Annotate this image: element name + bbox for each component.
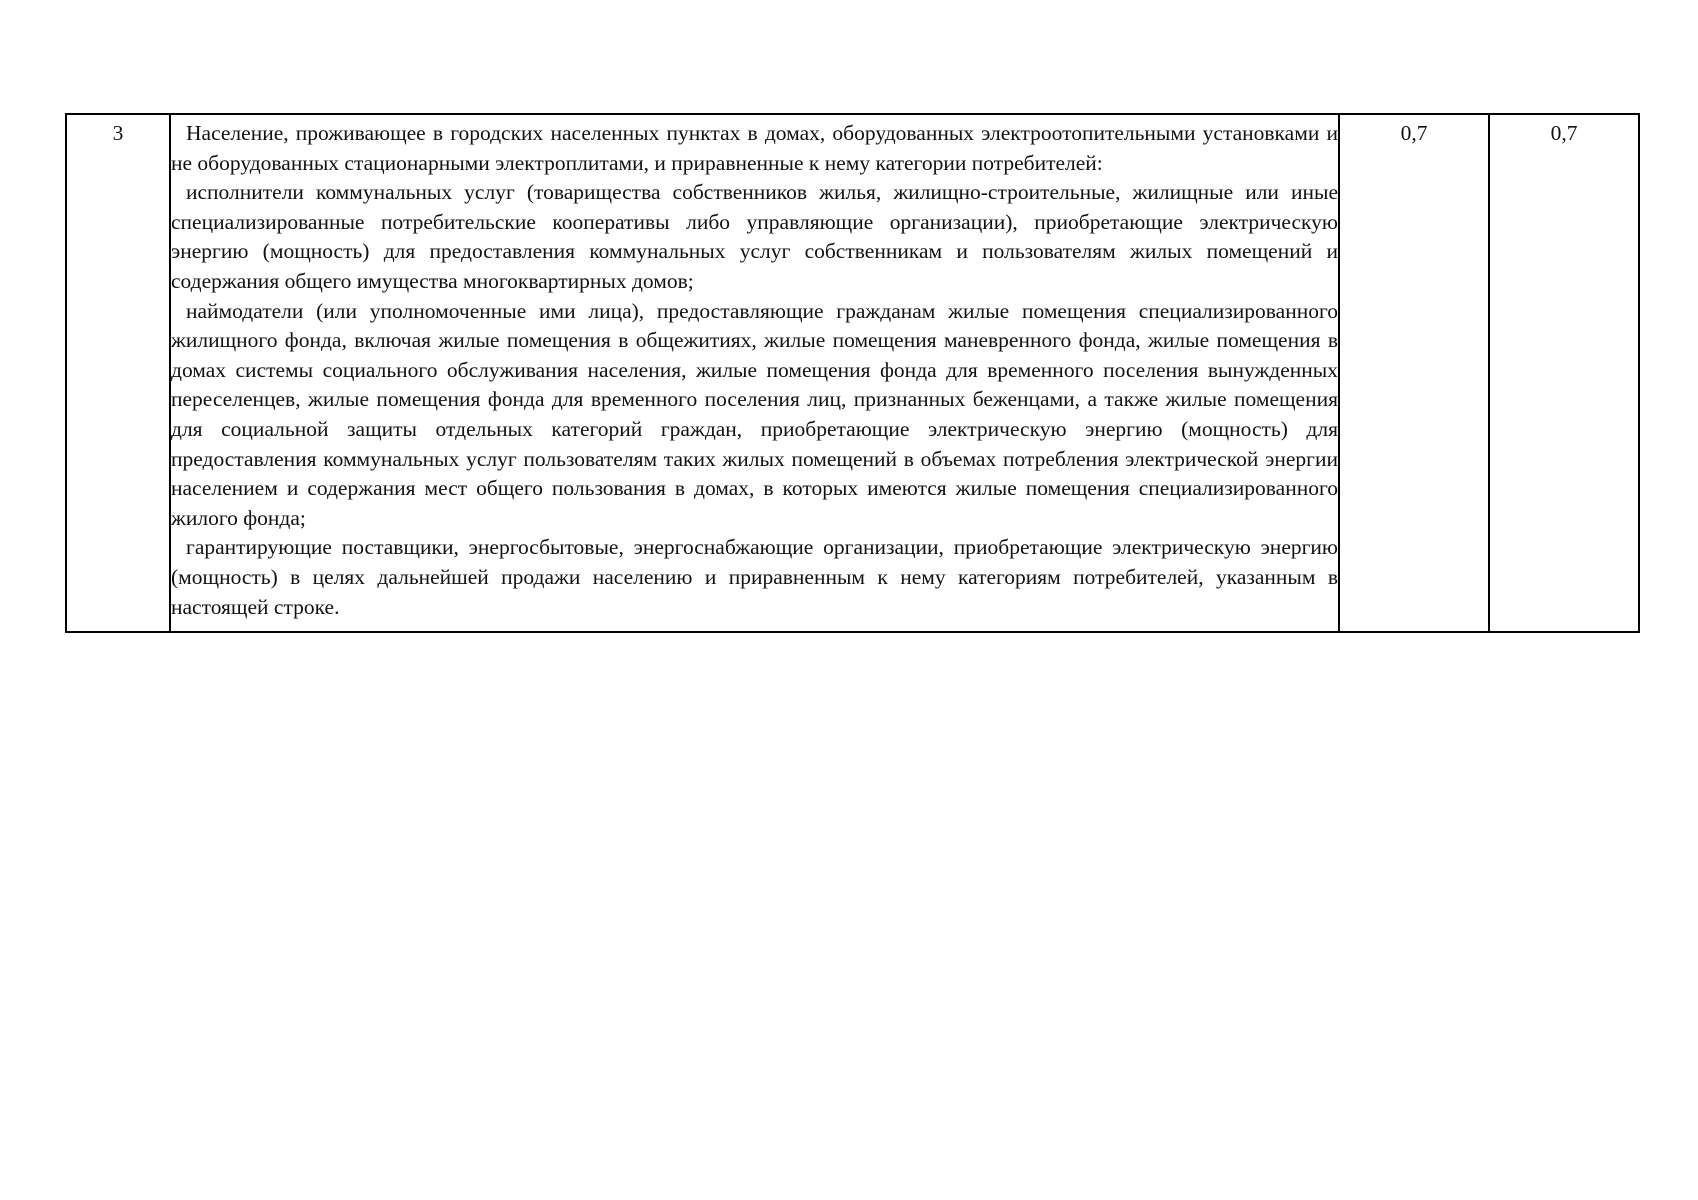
row-number: 3 — [112, 121, 124, 145]
description-paragraph: Население, проживающее в городских населенных пунктах в домах, оборудованных электроотопительными установками и не оборудованных стационарными электроплитами, и приравненные к нему категории потребителей: — [171, 121, 1338, 175]
coefficient-cell-1 — [1339, 114, 1489, 632]
row-number-cell — [66, 114, 170, 632]
description-paragraph: гарантирующие поставщики, энергосбытовые, энергоснабжающие организации, приобретающие электрическую энергию (мощность) в целях дальнейшей продажи населению и приравненным к нему категориям потребителей, указанным в настоящей строке. — [171, 535, 1338, 619]
description-paragraph: исполнители коммунальных услуг (товарищества собственников жилья, жилищно-строительные, жилищные или иные специализированные потребительские кооперативы либо управляющие организации), приобретающие электрическую энергию (мощность) для предоставления коммунальных услуг собственникам и пользователям жилых помещений и содержания общего имущества многоквартирных домов; — [171, 180, 1338, 293]
coefficient-value-2: 0,7 — [1550, 121, 1578, 145]
tariff-table — [65, 113, 1640, 633]
description-paragraph: наймодатели (или уполномоченные ими лица), предоставляющие гражданам жилые помещения специализированного жилищного фонда, включая жилые помещения в общежитиях, жилые помещения маневренного фонда, жилые помещения в домах системы социального обслуживания населения, жилые помещения фонда для временного поселения вынужденных переселенцев, жилые помещения фонда для временного поселения лиц, признанных беженцами, а также жилые помещения для социальной защиты отдельных категорий граждан, приобретающие электрическую энергию (мощность) для предоставления коммунальных услуг пользователям таких жилых помещений в объемах потребления электрической энергии населением и содержания мест общего пользования в домах, в которых имеются жилые помещения специализированного жилого фонда; — [171, 298, 1338, 530]
row-description-cell — [170, 114, 1339, 632]
table-row — [66, 114, 1639, 632]
coefficient-cell-2 — [1489, 114, 1639, 632]
coefficient-value-1: 0,7 — [1400, 121, 1428, 145]
